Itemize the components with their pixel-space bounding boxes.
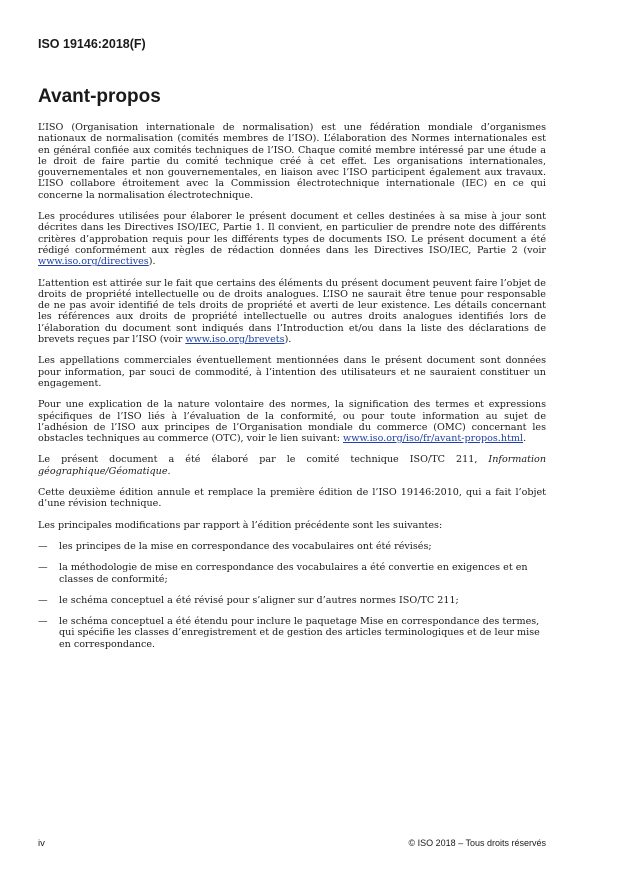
list-item (38, 541, 546, 552)
foreword-body (38, 122, 546, 660)
paragraph-edition: Cette deuxième édition annule et remplace la première édition de l’ISO 19146:2010, qui a fait l’objet d’une révision technique. (38, 487, 546, 510)
dash-bullet: — (38, 616, 48, 628)
paragraph-iso-intro: L’ISO (Organisation internationale de normalisation) est une fédération mondiale d’organismes nationaux de normalisation (comités membres de l’ISO). L’élaboration des Normes internationales est en général confiée aux comités techniques de l’ISO. Chaque comité membre intéressé par une étude a le droit de faire partie du comité technique créé à cet effet. Les organisations internationales, gouvernementales et non gouvernementales, en liaison avec l’ISO participent également aux travaux. L’ISO collabore étroitement avec la Commission électrotechnique internationale (IEC) en ce qui concerne la normalisation électrotechnique. (38, 122, 546, 201)
paragraph-changes-intro: Les principales modifications par rapport à l’édition précédente sont les suivantes: (38, 519, 443, 531)
foreword-link[interactable]: www.iso.org/iso/fr/avant-propos.html (343, 433, 524, 445)
paragraph-end: . (523, 433, 527, 445)
copyright-notice: © ISO 2018 – Tous droits réservés (408, 838, 546, 848)
list-item-text: la méthodologie de mise en correspondance des vocabulaires a été convertie en exigences et en classes de conformité; (59, 562, 528, 585)
paragraph-text: L’attention est attirée sur le fait que certains des éléments du présent document peuvent faire l’objet de droits de propriété intellectuelle ou de droits analogues. L’ISO ne saurait être tenue pour responsable de ne pas avoir identifié de tels droits de propriété et averti de leur existence. Les détails concernant les références aux droits de propriété intellectuelle ou autres droits analogues identifiés lors de l’élaboration du document sont indiqués dans l’Introduction et/ou dans la liste des déclarations de brevets reçues par l’ISO (voir (38, 277, 546, 346)
paragraph-trade-names: Les appellations commerciales éventuellement mentionnées dans le présent document sont données pour information, par souci de commodité, à l’intention des utilisateurs et ne sauraient constituer un engagement. (38, 355, 546, 389)
dash-bullet: — (38, 594, 48, 606)
list-item-text: le schéma conceptuel a été étendu pour inclure le paquetage Mise en correspondance des termes, qui spécifie les classes d’enregistrement et de gestion des articles terminologiques et de leur mise en correspondance. (59, 616, 540, 650)
page-number: iv (38, 838, 45, 849)
paragraph-text: Pour une explication de la nature volontaire des normes, la signification des termes et expressions spécifiques de l’ISO liés à l’évaluation de la conformité, ou pour toute information au sujet de l’adhésion de l’ISO aux principes de l’Organisation mondiale du commerce (OMC) concernant les obstacles techniques au commerce (OTC), voir le lien suivant: (38, 399, 546, 445)
page-title: Avant-propos (38, 86, 161, 107)
changes-list (38, 541, 546, 650)
list-item-text: les principes de la mise en correspondance des vocabulaires ont été révisés; (59, 540, 432, 552)
directives-link[interactable]: www.iso.org/directives (38, 256, 149, 268)
paragraph-text: Les procédures utilisées pour élaborer le présent document et celles destinées à sa mise à jour sont décrites dans les Directives ISO/IEC, Partie 1. Il convient, en particulier de prendre note des différents critères d’approbation requis pour les différents types de documents ISO. Le présent document a été rédigé conformément aux règles de rédaction données dans les Directives ISO/IEC, Partie 2 (voir (38, 211, 546, 256)
paragraph-text: Le présent document a été élaboré par le comité technique ISO/TC 211, (38, 454, 489, 466)
paragraph-end: ). (284, 334, 292, 346)
paragraph-voluntary-nature (38, 399, 546, 444)
list-item (38, 562, 546, 585)
standard-id: ISO 19146:2018(F) (38, 37, 146, 51)
paragraph-patents (38, 278, 546, 346)
paragraph-end: . (167, 465, 171, 477)
list-item-text: le schéma conceptuel a été révisé pour s’aligner sur d’autres normes ISO/TC 211; (59, 594, 459, 606)
paragraph-end: ). (148, 256, 156, 268)
paragraph-committee (38, 454, 546, 477)
list-item (38, 595, 546, 606)
paragraph-procedures (38, 211, 546, 267)
dash-bullet: — (38, 562, 48, 574)
patents-link[interactable]: www.iso.org/brevets (185, 334, 285, 346)
dash-bullet: — (38, 540, 48, 552)
committee-title: Information géographique/Géomatique (38, 454, 546, 477)
list-item (38, 616, 546, 650)
